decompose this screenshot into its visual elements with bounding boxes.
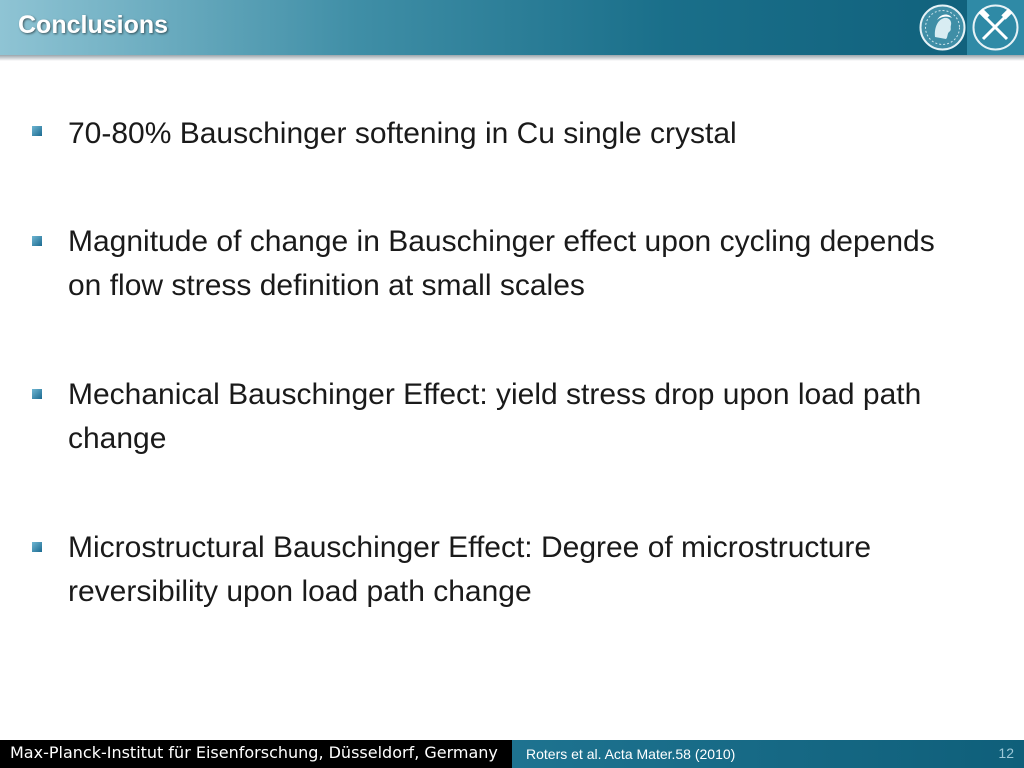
page-number: 12 xyxy=(998,745,1014,761)
bullet-item: Magnitude of change in Bauschinger effect upon cycling depends on flow stress definition at small scales xyxy=(68,225,935,302)
footer-citation-bar xyxy=(512,740,1024,768)
bullet-marker xyxy=(32,542,42,552)
bullet-marker xyxy=(32,236,42,246)
bullet-marker xyxy=(32,389,42,399)
bullet-marker xyxy=(32,126,42,136)
footer-institute-bar xyxy=(0,740,512,768)
footer-institute: Max-Planck-Institut für Eisenforschung, Düsseldorf, Germany xyxy=(10,743,498,762)
bullet-item: Mechanical Bauschinger Effect: yield stress drop upon load path change xyxy=(68,378,922,455)
bullet-item: 70-80% Bauschinger softening in Cu single crystal xyxy=(68,117,737,150)
bullet-item: Microstructural Bauschinger Effect: Degree of microstructure reversibility upon load path change xyxy=(68,531,872,608)
footer-citation: Roters et al. Acta Mater.58 (2010) xyxy=(526,746,736,762)
slide-title: Conclusions xyxy=(18,11,169,39)
